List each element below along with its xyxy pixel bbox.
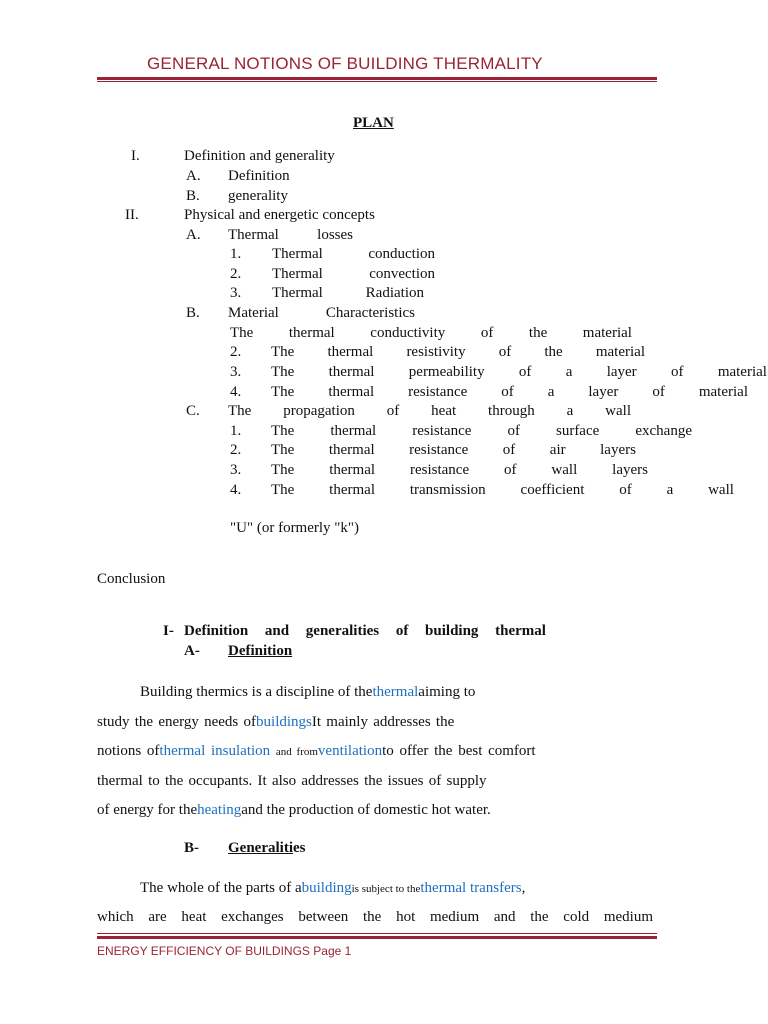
para2-word: exchanges [221,909,284,925]
plan-item-word: The [271,423,295,439]
plan-item-word: The [271,384,295,400]
para2-word: the [363,909,382,925]
plan-item-word: transmission [409,482,486,498]
plan-item-word: coefficient [520,482,585,498]
footer-rule [97,936,657,939]
plan-item-word: wall [605,403,631,419]
plan-item-word: of [619,482,632,498]
plan-item-text [272,266,435,283]
plan-item-text [271,442,636,459]
plan-item-number: 3. [230,364,242,380]
plan-item-word: Characteristics [325,305,415,321]
plan-item-word: The [271,344,295,360]
plan-item-text: generality [228,188,288,204]
plan-item-word: resistance [412,423,472,439]
plan-title: PLAN [353,115,394,131]
plan-item-word: material [717,364,767,380]
link-heating[interactable]: heating [197,802,242,818]
conclusion-label: Conclusion [97,571,166,587]
para2-line1: The whole of the parts of abuildingis subject to thethermal transfers, [140,880,526,896]
plan-item-word: convection [369,266,435,282]
para2-word: hot [396,909,416,925]
footer-rule-thin [97,933,657,934]
plan-item-number: 2. [230,266,242,282]
plan-item-number: I. [131,148,140,164]
para1-line2: study the energy needs ofbuildingsIt mainly addresses the [97,714,455,730]
link-ventilation[interactable]: ventilation [317,743,383,759]
para2-word: between [298,909,349,925]
subsection-b-title: Generalities [228,840,306,856]
plan-item-word: The [271,482,295,498]
plan-item-text [271,344,645,361]
plan-item-word: The [271,442,295,458]
plan-item-word: thermal [288,325,335,341]
para1-line3: notions ofthermal insulation and fromventilationto offer the best comfort [97,743,536,759]
plan-item-word: of [502,442,516,458]
para2-word: the [530,909,549,925]
section-heading-num: I- [163,623,174,639]
section-heading-word: thermal [495,623,546,639]
plan-item-word: layers [600,442,636,458]
section-heading-word: and [264,623,290,639]
plan-item-text: Definition [228,168,290,184]
plan-item-number: 3. [230,462,242,478]
plan-item-word: Thermal [272,266,323,282]
plan-item-number: A. [186,168,201,184]
plan-item-number: 2. [230,442,242,458]
plan-item-word: conductivity [370,325,446,341]
plan-item-word: of [671,364,684,380]
para2-word: and [493,909,516,925]
link-building[interactable]: building [301,880,352,896]
plan-item-word: a [666,482,674,498]
plan-item-word: material [582,325,632,341]
section-heading-word: Definition [184,623,249,639]
plan-item-number: 3. [230,285,242,301]
plan-item-word: thermal [330,423,377,439]
subsection-a-title: Definition [228,643,293,659]
plan-item-word: conduction [368,246,435,262]
para1-line1: Building thermics is a discipline of thethermalaiming to [140,684,476,700]
plan-item-word: exchange [635,423,692,439]
section-heading-word: of [395,623,409,639]
plan-item-word: resistance [408,384,468,400]
plan-item-word: permeability [408,364,485,380]
plan-item-word: The [271,462,295,478]
plan-item-word: thermal [328,364,375,380]
link-thermal[interactable]: thermal [372,684,419,700]
plan-item-word: of [480,325,494,341]
plan-item-word: The [271,364,295,380]
subsection-b-num: B- [184,840,199,856]
plan-item-word: Thermal [272,285,323,301]
plan-item-number: 2. [230,344,242,360]
plan-item-number: B. [186,305,200,321]
plan-item-word: of [386,403,400,419]
plan-item-word: thermal [329,482,375,498]
plan-item-word: thermal [329,462,376,478]
plan-item-word: air [549,442,566,458]
plan-item-text [271,364,767,381]
plan-item-word: resistance [409,462,470,478]
plan-item-word: Thermal [272,246,323,262]
plan-item-word: of [501,384,514,400]
plan-item-word: Radiation [365,285,424,301]
plan-item-word: The [230,325,254,341]
plan-item-word: Thermal [228,227,279,243]
plan-item-word: The [228,403,252,419]
plan-item-number: 1. [230,246,242,262]
subsection-a-num: A- [184,643,200,659]
para2-line2 [97,909,653,926]
para2-word: cold [563,909,590,925]
para2-word: are [148,909,167,925]
header-rule [97,77,657,80]
plan-item-number: 4. [230,482,242,498]
plan-item-word: heat [431,403,457,419]
plan-item-word: material [698,384,748,400]
plan-item-text [228,227,353,244]
link-thermal-transfers[interactable]: thermal transfers [420,880,522,896]
plan-item-word: material [595,344,645,360]
plan-item-text [230,325,632,342]
plan-item-word: wall [708,482,734,498]
plan-item-word: resistivity [406,344,466,360]
plan-item-word: layer [588,384,619,400]
plan-item-word: the [544,344,563,360]
plan-item-word: thermal [327,344,374,360]
plan-item-word: of [504,462,517,478]
plan-item-number: 1. [230,423,242,439]
para1-line5: of energy for theheatingand the production of domestic hot water. [97,802,491,818]
page-header-title: GENERAL NOTIONS OF BUILDING THERMALITY [147,54,543,73]
plan-item-word: propagation [283,403,355,419]
plan-item-text [271,423,692,440]
plan-item-word: a [565,364,573,380]
link-buildings[interactable]: buildings [256,714,312,730]
plan-item-word: layer [606,364,637,380]
plan-item-number: II. [125,207,139,223]
plan-item-number: A. [186,227,201,243]
plan-item-word: surface [555,423,600,439]
para2-word: heat [181,909,207,925]
plan-item-word: of [518,364,532,380]
plan-item-word: Material [228,305,279,321]
section-heading-word: generalities [305,623,380,639]
plan-item-word: resistance [409,442,469,458]
plan-item-word: thermal [328,442,375,458]
footer-text: ENERGY EFFICIENCY OF BUILDINGS Page 1 [97,944,352,958]
plan-item-text: Physical and energetic concepts [184,207,375,223]
plan-item-word: of [507,423,520,439]
plan-item-word: of [652,384,665,400]
header-rule-thin [97,81,657,82]
plan-item-word: thermal [328,384,375,400]
plan-item-number: 4. [230,384,242,400]
plan-item-text: Definition and generality [184,148,335,164]
plan-item-number: B. [186,188,200,204]
para1-line4: thermal to the occupants. It also addresses the issues of supply [97,773,487,789]
link-thermal-insulation[interactable]: thermal insulation [159,743,271,759]
u-value-line: "U" (or formerly "k") [230,520,360,536]
plan-item-word: through [488,403,535,419]
plan-item-word: of [498,344,512,360]
plan-item-number: C. [186,403,200,419]
plan-item-text [272,285,424,302]
plan-item-text [228,305,415,322]
plan-item-word: a [566,403,574,419]
para2-word: which [97,909,134,925]
plan-item-text [272,246,435,263]
plan-item-word: wall [551,462,578,478]
plan-item-word: the [528,325,548,341]
para2-word: medium [603,909,653,925]
plan-item-text [228,403,631,420]
para2-word: medium [429,909,480,925]
plan-item-text [271,462,648,479]
section-heading [184,623,546,640]
plan-item-word: a [547,384,555,400]
plan-item-text [271,482,734,499]
section-heading-word: building [425,623,479,639]
plan-item-word: losses [317,227,353,243]
plan-item-word: layers [612,462,648,478]
plan-item-text [271,384,748,401]
